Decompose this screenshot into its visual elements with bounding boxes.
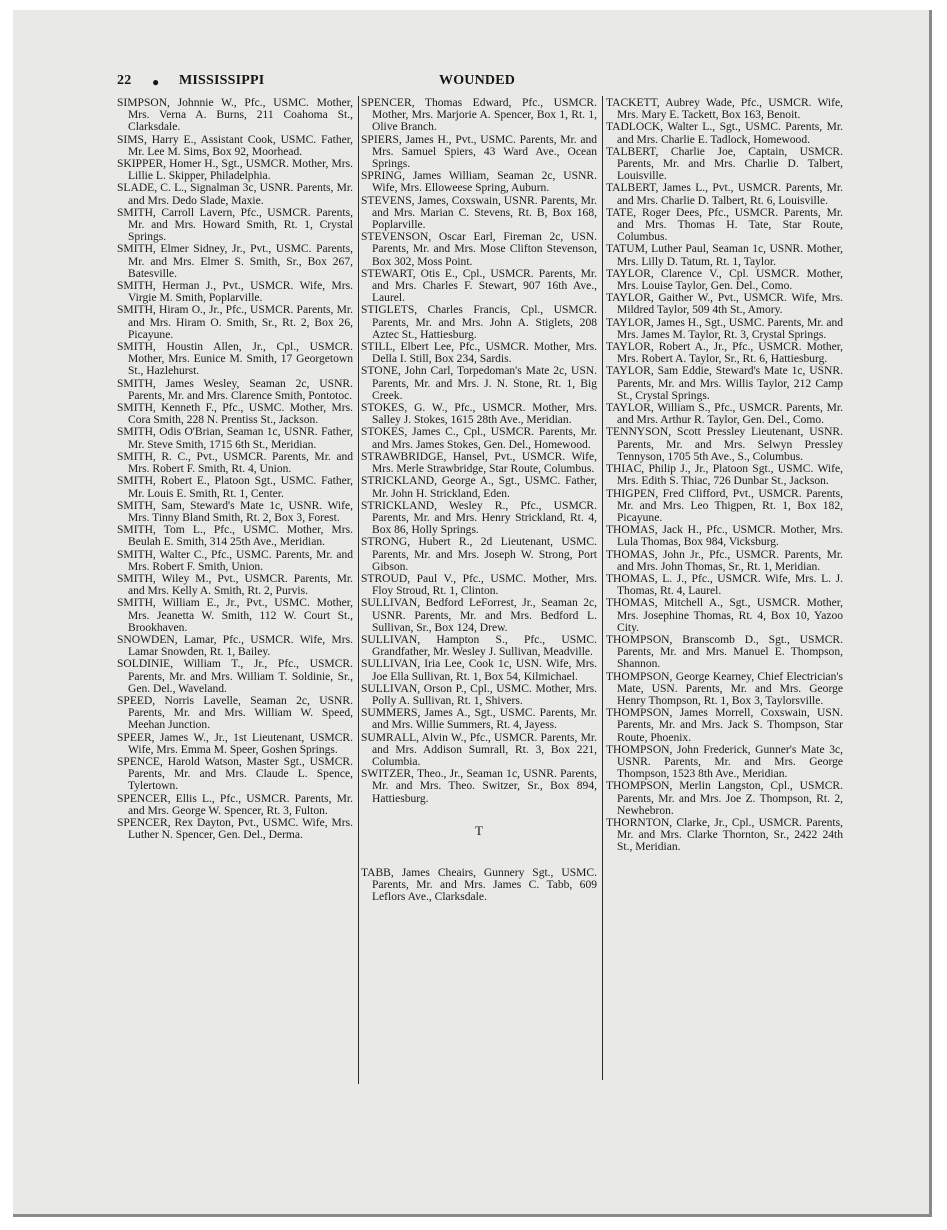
casualty-entry: SOLDINIE, William T., Jr., Pfc., USMCR. Parents, Mr. and Mrs. William T. Soldinie, Sr., Gen. Del., Waveland. (117, 658, 353, 695)
casualty-entry: SMITH, Kenneth F., Pfc., USMC. Mother, Mrs. Cora Smith, 228 N. Prentiss St., Jackson. (117, 402, 353, 427)
casualty-entry: SPEED, Norris Lavelle, Seaman 2c, USNR. Parents, Mr. and Mrs. William W. Speed, Meehan Junction. (117, 694, 353, 732)
casualty-entry: STEVENS, James, Coxswain, USNR. Parents, Mr. and Mrs. Marian C. Stevens, Rt. B, Box 168, Poplarville. (361, 194, 597, 232)
casualty-entry: THIGPEN, Fred Clifford, Pvt., USMCR. Parents, Mr. and Mrs. Leo Thigpen, Rt. 1, Box 182, Picayune. (606, 487, 843, 524)
casualty-entry: TENNYSON, Scott Pressley Lieutenant, USNR. Parents, Mr. and Mrs. Selwyn Pressley Tennyson, 1705 5th Ave., S., Columbus. (606, 426, 843, 463)
casualty-entry: SULLIVAN, Iria Lee, Cook 1c, USN. Wife, Mrs. Joe Ella Sullivan, Rt. 1, Box 54, Kilmichael. (361, 658, 597, 683)
casualty-entry: TAYLOR, Robert A., Jr., Pfc., USMCR. Mother, Mrs. Robert A. Taylor, Sr., Rt. 6, Hattiesburg. (606, 341, 843, 366)
casualty-entry: TAYLOR, Sam Eddie, Steward's Mate 1c, USNR. Parents, Mr. and Mrs. Willis Taylor, 212 Camp St., Crystal Springs. (606, 365, 843, 402)
casualty-entry: TABB, James Cheairs, Gunnery Sgt., USMC. Parents, Mr. and Mrs. James C. Tabb, 609 Leflors Ave., Clarksdale. (361, 866, 597, 904)
casualty-entry: STOKES, James C., Cpl., USMCR. Parents, Mr. and Mrs. James Stokes, Gen. Del., Homewood. (361, 426, 597, 451)
casualty-entry: THOMPSON, Branscomb D., Sgt., USMCR. Parents, Mr. and Mrs. Manuel E. Thompson, Shannon. (606, 633, 843, 671)
casualty-entry: SPENCE, Harold Watson, Master Sgt., USMCR. Parents, Mr. and Mrs. Claude L. Spence, Tylertown. (117, 755, 353, 793)
casualty-entry: THOMPSON, Merlin Langston, Cpl., USMCR. Parents, Mr. and Mrs. Joe Z. Thompson, Rt. 2, Newhebron. (606, 780, 843, 817)
casualty-entry: SPENCER, Ellis L., Pfc., USMCR. Parents, Mr. and Mrs. George W. Spencer, Rt. 3, Fulton. (117, 792, 353, 817)
casualty-entry: TATE, Roger Dees, Pfc., USMCR. Parents, Mr. and Mrs. Thomas H. Tate, Star Route, Columbus. (606, 206, 843, 244)
casualty-entry: STROUD, Paul V., Pfc., USMC. Mother, Mrs. Floy Stroud, Rt. 1, Clinton. (361, 572, 597, 598)
casualty-entry: SMITH, Odis O'Brian, Seaman 1c, USNR. Father, Mr. Steve Smith, 1715 6th St., Meridian. (117, 426, 353, 451)
casualty-entry: SULLIVAN, Orson P., Cpl., USMC. Mother, Mrs. Polly A. Sullivan, Rt. 1, Shivers. (361, 682, 597, 707)
header-bullet: ● (152, 75, 160, 89)
casualty-entry: SMITH, Hiram O., Jr., Pfc., USMCR. Parents, Mr. and Mrs. Hiram O. Smith, Sr., Rt. 2, Box 26, Picayune. (117, 304, 353, 341)
casualty-entry: SMITH, Sam, Steward's Mate 1c, USNR. Wife, Mrs. Tinny Bland Smith, Rt. 2, Box 3, Forest. (117, 499, 353, 524)
casualty-entry: TAYLOR, James H., Sgt., USMC. Parents, Mr. and Mrs. James M. Taylor, Rt. 3, Crystal Springs. (606, 316, 843, 341)
casualty-entry: STRAWBRIDGE, Hansel, Pvt., USMCR. Wife, Mrs. Merle Strawbridge, Star Route, Columbus. (361, 450, 597, 476)
casualty-entry: SMITH, Houstin Allen, Jr., Cpl., USMCR. Mother, Mrs. Eunice M. Smith, 17 Georgetown St., Hazlehurst. (117, 341, 353, 378)
casualty-entry: SPENCER, Rex Dayton, Pvt., USMC. Wife, Mrs. Luther N. Spencer, Gen. Del., Derma. (117, 816, 353, 842)
casualty-entry: THORNTON, Clarke, Jr., Cpl., USMCR. Parents, Mr. and Mrs. Clarke Thornton, Sr., 2422 24th St., Meridian. (606, 816, 843, 854)
casualty-entry: THIAC, Philip J., Jr., Platoon Sgt., USMC. Wife, Mrs. Edith S. Thiac, 726 Dunbar St., Jackson. (606, 463, 843, 488)
casualty-entry: TACKETT, Aubrey Wade, Pfc., USMCR. Wife, Mrs. Mary E. Tackett, Box 163, Benoit. (606, 97, 843, 122)
casualty-entry: STRICKLAND, George A., Sgt., USMC. Father, Mr. John H. Strickland, Eden. (361, 475, 597, 500)
state-heading: MISSISSIPPI (179, 73, 265, 88)
casualty-entry: SPENCER, Thomas Edward, Pfc., USMCR. Mother, Mrs. Marjorie A. Spencer, Box 1, Rt. 1, Olive Branch. (361, 97, 597, 134)
casualty-entry: STEVENSON, Oscar Earl, Fireman 2c, USN. Parents, Mr. and Mrs. Mose Clifton Stevenson, Box 302, Moss Point. (361, 231, 597, 268)
column-right (606, 97, 843, 854)
casualty-entry: TALBERT, James L., Pvt., USMCR. Parents, Mr. and Mrs. Charlie D. Talbert, Rt. 6, Louisville. (606, 182, 843, 207)
casualty-entry: TAYLOR, Gaither W., Pvt., USMCR. Wife, Mrs. Mildred Taylor, 509 4th St., Amory. (606, 292, 843, 317)
casualty-entry: STOKES, G. W., Pfc., USMCR. Mother, Mrs. Salley J. Stokes, 1615 28th Ave., Meridian. (361, 402, 597, 427)
casualty-entry: STRICKLAND, Wesley R., Pfc., USMCR. Parents, Mr. and Mrs. Henry Strickland, Rt. 4, Box 86, Holly Springs. (361, 499, 597, 537)
casualty-entry: THOMPSON, George Kearney, Chief Electrician's Mate, USN. Parents, Mr. and Mrs. George Henry Thompson, Rt. 1, Box 3, Taylorsville. (606, 670, 843, 707)
casualty-entry: SPEER, James W., Jr., 1st Lieutenant, USMCR. Wife, Mrs. Emma M. Speer, Goshen Springs. (117, 731, 353, 756)
column-middle (361, 97, 597, 903)
casualty-entry: TATUM, Luther Paul, Seaman 1c, USNR. Mother, Mrs. Lilly D. Tatum, Rt. 1, Taylor. (606, 243, 843, 268)
column-left (117, 97, 353, 841)
casualty-entry: STILL, Elbert Lee, Pfc., USMCR. Mother, Mrs. Della I. Still, Box 234, Sardis. (361, 341, 597, 366)
casualty-entry: TAYLOR, William S., Pfc., USMCR. Parents, Mr. and Mrs. Arthur R. Taylor, Gen. Del., Como. (606, 402, 843, 427)
section-letter: T (475, 822, 483, 838)
casualty-entry: STEWART, Otis E., Cpl., USMCR. Parents, Mr. and Mrs. Charles F. Stewart, 907 16th Ave., Laurel. (361, 267, 597, 305)
casualty-entry: SIMS, Harry E., Assistant Cook, USMC. Father, Mr. Lee M. Sims, Box 92, Moorhead. (117, 133, 353, 158)
casualty-entry: STIGLETS, Charles Francis, Cpl., USMCR. Parents, Mr. and Mrs. John A. Stiglets, 208 Aztec St., Hattiesburg. (361, 304, 597, 341)
casualty-entry: THOMPSON, James Morrell, Coxswain, USN. Parents, Mr. and Mrs. Jack S. Thompson, Star Route, Phoenix. (606, 707, 843, 744)
casualty-entry: THOMAS, John Jr., Pfc., USMCR. Parents, Mr. and Mrs. John Thomas, Sr., Rt. 1, Meridian. (606, 548, 843, 573)
casualty-entry: SPRING, James William, Seaman 2c, USNR. Wife, Mrs. Elloweese Spring, Auburn. (361, 170, 597, 195)
casualty-entry: SMITH, William E., Jr., Pvt., USMC. Mother, Mrs. Jeanetta W. Smith, 112 W. Court St., Brookhaven. (117, 597, 353, 634)
casualty-entry: SMITH, Robert E., Platoon Sgt., USMC. Father, Mr. Louis E. Smith, Rt. 1, Center. (117, 475, 353, 500)
casualty-entry: SUMMERS, James A., Sgt., USMC. Parents, Mr. and Mrs. Willie Summers, Rt. 4, Jayess. (361, 707, 597, 732)
casualty-entry: SWITZER, Theo., Jr., Seaman 1c, USNR. Parents, Mr. and Mrs. Theo. Switzer, Sr., Box 894, Hattiesburg. (361, 768, 597, 805)
casualty-entry: SMITH, Walter C., Pfc., USMC. Parents, Mr. and Mrs. Robert F. Smith, Union. (117, 548, 353, 573)
casualty-entry: SNOWDEN, Lamar, Pfc., USMCR. Wife, Mrs. Lamar Snowden, Rt. 1, Bailey. (117, 633, 353, 659)
column-divider-right (602, 96, 603, 1080)
casualty-entry: TALBERT, Charlie Joe, Captain, USMCR. Parents, Mr. and Mrs. Charlie D. Talbert, Louisville. (606, 145, 843, 183)
casualty-entry: SIMPSON, Johnnie W., Pfc., USMC. Mother, Mrs. Verna A. Burns, 211 Coahoma St., Clarksdale. (117, 97, 353, 134)
section-heading: WOUNDED (439, 73, 516, 88)
casualty-entry: SULLIVAN, Hampton S., Pfc., USMC. Grandfather, Mr. Wesley J. Sullivan, Meadville. (361, 633, 597, 659)
casualty-entry: THOMAS, Mitchell A., Sgt., USMCR. Mother, Mrs. Josephine Thomas, Rt. 4, Box 10, Yazoo City. (606, 597, 843, 634)
casualty-entry: SPIERS, James H., Pvt., USMC. Parents, Mr. and Mrs. Samuel Spiers, 43 Ward Ave., Ocean Springs. (361, 133, 597, 171)
casualty-entry: SMITH, R. C., Pvt., USMCR. Parents, Mr. and Mrs. Robert F. Smith, Rt. 4, Union. (117, 450, 353, 476)
casualty-entry: SMITH, Tom L., Pfc., USMC. Mother, Mrs. Beulah E. Smith, 314 25th Ave., Meridian. (117, 524, 353, 549)
spacer (361, 805, 597, 823)
page-number: 22 (117, 73, 132, 88)
casualty-entry: SKIPPER, Homer H., Sgt., USMCR. Mother, Mrs. Lillie L. Skipper, Philadelphia. (117, 158, 353, 183)
casualty-entry: SMITH, Herman J., Pvt., USMCR. Wife, Mrs. Virgie M. Smith, Poplarville. (117, 280, 353, 305)
casualty-entry: THOMAS, L. J., Pfc., USMCR. Wife, Mrs. L. J. Thomas, Rt. 4, Laurel. (606, 572, 843, 598)
casualty-entry: SMITH, Wiley M., Pvt., USMCR. Parents, Mr. and Mrs. Kelly A. Smith, Rt. 2, Purvis. (117, 572, 353, 598)
casualty-entry: TADLOCK, Walter L., Sgt., USMC. Parents, Mr. and Mrs. Charlie E. Tadlock, Homewood. (606, 121, 843, 146)
casualty-entry: SULLIVAN, Bedford LeForrest, Jr., Seaman 2c, USNR. Parents, Mr. and Mrs. Bedford L. Sullivan, Sr., Box 124, Drew. (361, 597, 597, 634)
casualty-entry: SMITH, Elmer Sidney, Jr., Pvt., USMC. Parents, Mr. and Mrs. Elmer S. Smith, Sr., Box 267, Batesville. (117, 243, 353, 280)
casualty-entry: THOMPSON, John Frederick, Gunner's Mate 3c, USNR. Parents, Mr. and Mrs. George Thompson, 1523 8th Ave., Meridian. (606, 743, 843, 781)
casualty-entry: SMITH, Carroll Lavern, Pfc., USMCR. Parents, Mr. and Mrs. Howard Smith, Rt. 1, Crystal Springs. (117, 206, 353, 244)
column-divider-left (358, 96, 359, 1084)
casualty-entry: THOMAS, Jack H., Pfc., USMCR. Mother, Mrs. Lula Thomas, Box 984, Vicksburg. (606, 524, 843, 549)
casualty-entry: STRONG, Hubert R., 2d Lieutenant, USMC. Parents, Mr. and Mrs. Joseph W. Strong, Port Gibson. (361, 536, 597, 573)
casualty-entry: SUMRALL, Alvin W., Pfc., USMCR. Parents, Mr. and Mrs. Addison Sumrall, Rt. 3, Box 221, Columbia. (361, 731, 597, 768)
casualty-entry: STONE, John Carl, Torpedoman's Mate 2c, USN. Parents, Mr. and Mrs. J. N. Stone, Rt. 1, Big Creek. (361, 365, 597, 402)
spacer (361, 839, 597, 867)
casualty-entry: SMITH, James Wesley, Seaman 2c, USNR. Parents, Mr. and Mrs. Clarence Smith, Pontotoc. (117, 377, 353, 402)
casualty-entry: TAYLOR, Clarence V., Cpl. USMCR. Mother, Mrs. Louise Taylor, Gen. Del., Como. (606, 267, 843, 293)
casualty-entry: SLADE, C. L., Signalman 3c, USNR. Parents, Mr. and Mrs. Dedo Slade, Maxie. (117, 182, 353, 207)
